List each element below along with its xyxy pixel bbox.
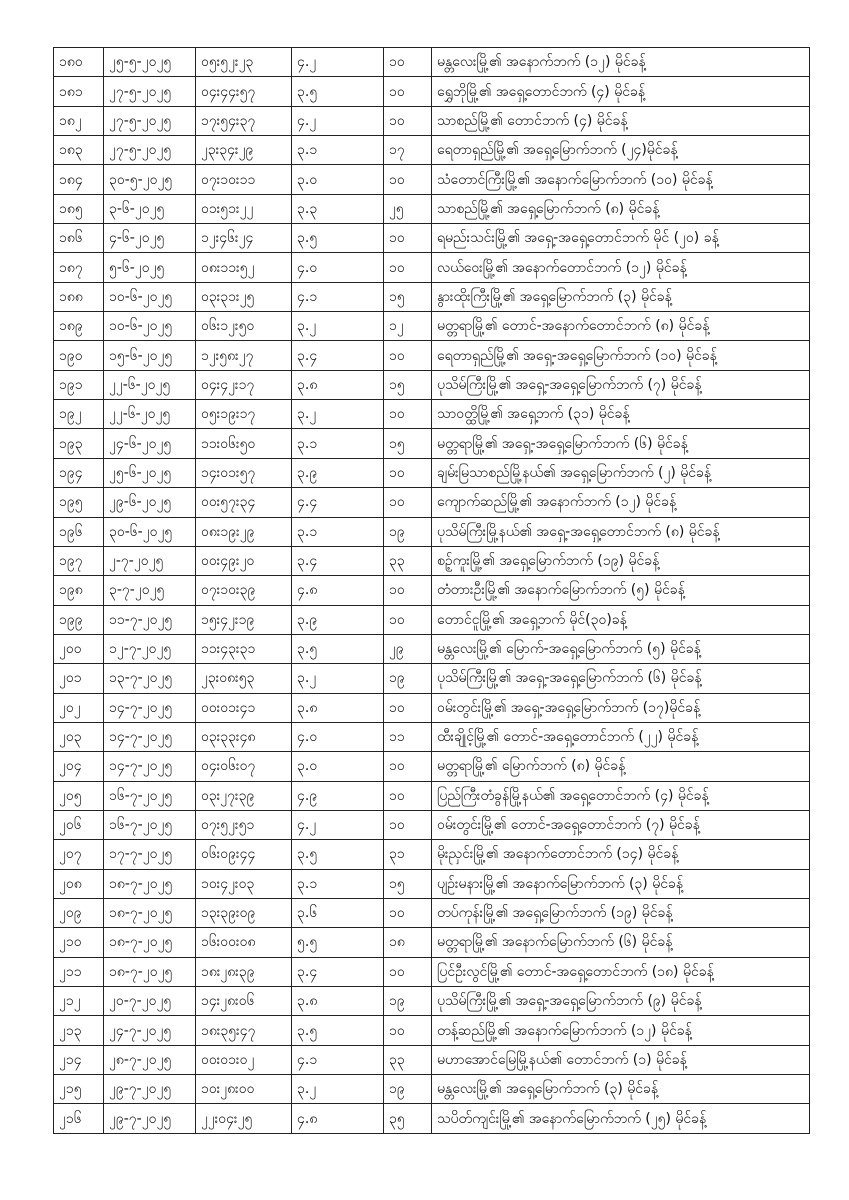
- cell-time: ၀၃း၃၁း၂၅: [196, 282, 292, 311]
- cell-depth: ၁၅: [384, 282, 432, 311]
- table-row: [54, 312, 810, 341]
- cell-depth: ၁၀: [384, 253, 432, 282]
- cell-magnitude: ၃.၅: [292, 840, 384, 869]
- table-row: [54, 224, 810, 253]
- cell-date: ၂-၇-၂၀၂၅: [104, 546, 196, 575]
- table-row: [54, 693, 810, 722]
- cell-date: ၂၈-၇-၂၀၂၅: [104, 1045, 196, 1074]
- cell-location: ပြင်ဦးလွင်မြို့၏ တောင်-အရှေ့တောင်ဘက် (၁၈) မိုင်ခန့်: [432, 957, 810, 986]
- cell-number: ၂၁၀: [54, 928, 104, 957]
- table-row: [54, 165, 810, 194]
- cell-location: တံတားဦးမြို့၏ အနောက်မြောက်ဘက် (၅) မိုင်ခန့်: [432, 576, 810, 605]
- cell-location: မတ္တရာမြို့၏ တောင်-အနောက်တောင်ဘက် (၈) မိုင်ခန့်: [432, 312, 810, 341]
- cell-depth: ၁၅: [384, 869, 432, 898]
- cell-time: ၀၄း၄၄း၅၇: [196, 77, 292, 106]
- cell-magnitude: ၃.၅: [292, 1016, 384, 1045]
- cell-time: ၁၀း၂၈း၀၀: [196, 1075, 292, 1104]
- cell-depth: ၁၀: [384, 77, 432, 106]
- cell-time: ၀၈း၁၉း၂၉: [196, 517, 292, 546]
- cell-magnitude: ၃.၁: [292, 517, 384, 546]
- table-row: [54, 400, 810, 429]
- cell-location: မဟာအောင်မြေမြို့နယ်၏ တောင်ဘက် (၁) မိုင်ခန့်: [432, 1045, 810, 1074]
- cell-date: ၂၉-၆-၂၀၂၅: [104, 488, 196, 517]
- table-row: [54, 546, 810, 575]
- table-row: [54, 781, 810, 810]
- table-row: [54, 341, 810, 370]
- table-row: [54, 458, 810, 487]
- cell-number: ၂၀၂: [54, 693, 104, 722]
- cell-number: ၁၉၅: [54, 488, 104, 517]
- cell-date: ၃၀-၆-၂၀၂၅: [104, 517, 196, 546]
- cell-depth: ၁၇: [384, 136, 432, 165]
- cell-magnitude: ၄.၉: [292, 781, 384, 810]
- cell-depth: ၁၀: [384, 781, 432, 810]
- cell-magnitude: ၄.၈: [292, 1104, 384, 1133]
- cell-depth: ၁၈: [384, 928, 432, 957]
- cell-location: မတ္တရာမြို့၏ မြောက်ဘက် (၈) မိုင်ခန့်: [432, 752, 810, 781]
- cell-number: ၂၁၅: [54, 1075, 104, 1104]
- cell-magnitude: ၃.၉: [292, 605, 384, 634]
- cell-depth: ၁၁: [384, 722, 432, 751]
- cell-number: ၁၈၇: [54, 253, 104, 282]
- cell-date: ၃၀-၅-၂၀၂၅: [104, 165, 196, 194]
- cell-magnitude: ၄.၂: [292, 810, 384, 839]
- cell-date: ၃-၆-၂၀၂၅: [104, 194, 196, 223]
- cell-time: ၁၄း၀၁း၅၇: [196, 458, 292, 487]
- cell-number: ၂၀၉: [54, 898, 104, 927]
- cell-magnitude: ၄.၀: [292, 253, 384, 282]
- cell-time: ၀၀း၀၁း၄၁: [196, 693, 292, 722]
- cell-time: ၁၄း၂၈း၀၆: [196, 987, 292, 1016]
- cell-location: သာစည်မြို့၏ အရှေ့မြောက်ဘက် (၈) မိုင်ခန့်: [432, 194, 810, 223]
- table-row: [54, 194, 810, 223]
- cell-time: ၂၃း၃၄း၂၉: [196, 136, 292, 165]
- cell-location: ချမ်းမြသာစည်မြို့နယ်၏ အရှေ့မြောက်ဘက် (၂) မိုင်ခန့်: [432, 458, 810, 487]
- cell-date: ၁၈-၇-၂၀၂၅: [104, 898, 196, 927]
- cell-magnitude: ၃.၉: [292, 458, 384, 487]
- cell-date: ၂၄-၆-၂၀၂၅: [104, 429, 196, 458]
- cell-depth: ၃၁: [384, 840, 432, 869]
- cell-number: ၂၀၈: [54, 869, 104, 898]
- cell-depth: ၁၀: [384, 898, 432, 927]
- cell-number: ၁၈၄: [54, 165, 104, 194]
- cell-date: ၁၅-၆-၂၀၂၅: [104, 341, 196, 370]
- cell-number: ၂၁၄: [54, 1045, 104, 1074]
- cell-time: ၁၈း၃၅း၄၇: [196, 1016, 292, 1045]
- cell-magnitude: ၃.၁: [292, 869, 384, 898]
- cell-number: ၂၁၆: [54, 1104, 104, 1133]
- cell-time: ၀၆း၁၂း၅၀: [196, 312, 292, 341]
- cell-magnitude: ၃.၀: [292, 752, 384, 781]
- cell-location: ပြည်ကြီးတံခွန်မြို့နယ်၏ အရှေ့တောင်ဘက် (၄) မိုင်ခန့်: [432, 781, 810, 810]
- cell-number: ၂၁၂: [54, 987, 104, 1016]
- cell-date: ၂၉-၇-၂၀၂၅: [104, 1075, 196, 1104]
- table-row: [54, 840, 810, 869]
- cell-number: ၁၉၄: [54, 458, 104, 487]
- cell-time: ၀၀း၄၉း၂၀: [196, 546, 292, 575]
- cell-depth: ၃၃: [384, 1045, 432, 1074]
- earthquake-table: [53, 47, 810, 1134]
- cell-magnitude: ၃.၅: [292, 224, 384, 253]
- cell-time: ၀၄း၀၆း၀၇: [196, 752, 292, 781]
- cell-magnitude: ၃.၅: [292, 77, 384, 106]
- cell-number: ၁၉၉: [54, 605, 104, 634]
- cell-date: ၁၈-၇-၂၀၂၅: [104, 957, 196, 986]
- cell-location: ရေတာရှည်မြို့၏ အရှေ့-အရှေ့မြောက်ဘက် (၁၀) မိုင်ခန့်: [432, 341, 810, 370]
- cell-magnitude: ၃.၂: [292, 312, 384, 341]
- cell-location: ရွှေဘိုမြို့၏ အရှေ့တောင်ဘက် (၄) မိုင်ခန့်: [432, 77, 810, 106]
- cell-date: ၄-၆-၂၀၂၅: [104, 224, 196, 253]
- table-row: [54, 957, 810, 986]
- cell-depth: ၁၉: [384, 517, 432, 546]
- cell-date: ၂၀-၇-၂၀၂၅: [104, 987, 196, 1016]
- table-row: [54, 1016, 810, 1045]
- cell-magnitude: ၃.၈: [292, 370, 384, 399]
- cell-location: မန္တလေးမြို့၏ အရှေ့မြောက်ဘက် (၃) မိုင်ခန့်: [432, 1075, 810, 1104]
- cell-number: ၁၉၈: [54, 576, 104, 605]
- cell-time: ၁၇း၅၄း၃၇: [196, 106, 292, 135]
- cell-date: ၂၄-၇-၂၀၂၅: [104, 1016, 196, 1045]
- cell-time: ၁၂း၅၈း၂၇: [196, 341, 292, 370]
- cell-number: ၁၈၂: [54, 106, 104, 135]
- cell-location: ပုသိမ်ကြီးမြို့၏ အရှေ့-အရှေ့မြောက်ဘက် (၇) မိုင်ခန့်: [432, 370, 810, 399]
- cell-depth: ၁၀: [384, 1016, 432, 1045]
- cell-number: ၂၀၅: [54, 781, 104, 810]
- cell-number: ၂၀၇: [54, 840, 104, 869]
- cell-depth: ၁၀: [384, 810, 432, 839]
- cell-time: ၀၀း၅၇း၃၄: [196, 488, 292, 517]
- cell-depth: ၁၅: [384, 429, 432, 458]
- table-row: [54, 136, 810, 165]
- cell-time: ၁၃း၃၉း၀၉: [196, 898, 292, 927]
- cell-magnitude: ၃.၈: [292, 987, 384, 1016]
- cell-time: ၁၈း၂၈း၃၉: [196, 957, 292, 986]
- table-row: [54, 106, 810, 135]
- cell-location: တပ်ကုန်းမြို့၏ အရှေ့မြောက်ဘက် (၁၉) မိုင်ခန့်: [432, 898, 810, 927]
- cell-location: ဝမ်းတွင်းမြို့၏ အရှေ့-အရှေ့မြောက်ဘက် (၁၇)မိုင်ခန့်: [432, 693, 810, 722]
- cell-magnitude: ၄.၁: [292, 282, 384, 311]
- table-row: [54, 928, 810, 957]
- cell-number: ၁၈၆: [54, 224, 104, 253]
- cell-depth: ၁၀: [384, 752, 432, 781]
- cell-location: ကျောက်ဆည်မြို့၏ အနောက်ဘက် (၁၂) မိုင်ခန့်: [432, 488, 810, 517]
- table-row: [54, 634, 810, 663]
- cell-number: ၁၉၁: [54, 370, 104, 399]
- cell-date: ၂၉-၇-၂၀၂၅: [104, 1104, 196, 1133]
- cell-date: ၂၅-၅-၂၀၂၅: [104, 48, 196, 77]
- cell-depth: ၁၀: [384, 957, 432, 986]
- table-row: [54, 664, 810, 693]
- cell-depth: ၃၃: [384, 546, 432, 575]
- cell-depth: ၁၀: [384, 165, 432, 194]
- table-row: [54, 488, 810, 517]
- cell-depth: ၃၅: [384, 1104, 432, 1133]
- cell-depth: ၁၀: [384, 576, 432, 605]
- cell-location: မန္တလေးမြို့၏ အနောက်ဘက် (၁၂) မိုင်ခန့်: [432, 48, 810, 77]
- cell-depth: ၁၀: [384, 224, 432, 253]
- cell-number: ၁၈၃: [54, 136, 104, 165]
- cell-time: ၁၅း၄၂း၁၉: [196, 605, 292, 634]
- cell-magnitude: ၃.၅: [292, 634, 384, 663]
- cell-time: ၀၃း၃၃း၄၈: [196, 722, 292, 751]
- cell-number: ၂၀၀: [54, 634, 104, 663]
- cell-date: ၂၇-၅-၂၀၂၅: [104, 77, 196, 106]
- cell-time: ၀၇း၁၀း၃၉: [196, 576, 292, 605]
- cell-magnitude: ၄.၂: [292, 48, 384, 77]
- cell-date: ၁၁-၇-၂၀၂၅: [104, 605, 196, 634]
- cell-time: ၀၄း၄၂း၁၇: [196, 370, 292, 399]
- cell-magnitude: ၃.၁: [292, 136, 384, 165]
- cell-number: ၁၈၀: [54, 48, 104, 77]
- cell-time: ၀၅း၅၂း၂၃: [196, 48, 292, 77]
- cell-time: ၀၇း၁၀း၁၁: [196, 165, 292, 194]
- table-row: [54, 1104, 810, 1133]
- cell-date: ၁၄-၇-၂၀၂၅: [104, 752, 196, 781]
- cell-time: ၂၃း၀၈း၅၃: [196, 664, 292, 693]
- cell-depth: ၂၅: [384, 194, 432, 223]
- cell-depth: ၁၀: [384, 693, 432, 722]
- table-row: [54, 429, 810, 458]
- table-row: [54, 869, 810, 898]
- cell-magnitude: ၄.၈: [292, 576, 384, 605]
- table-row: [54, 1075, 810, 1104]
- cell-date: ၂၇-၅-၂၀၂၅: [104, 106, 196, 135]
- cell-time: ၀၃း၂၇း၃၉: [196, 781, 292, 810]
- cell-location: တောင်ငူမြို့၏ အရှေ့ဘက် မိုင်(၃၀)ခန့်: [432, 605, 810, 634]
- cell-number: ၁၉၆: [54, 517, 104, 546]
- cell-date: ၁၄-၇-၂၀၂၅: [104, 693, 196, 722]
- cell-time: ၀၆း၀၉း၄၄: [196, 840, 292, 869]
- cell-depth: ၁၀: [384, 458, 432, 487]
- cell-location: မတ္တရာမြို့၏ အနောက်မြောက်ဘက် (၆) မိုင်ခန့်: [432, 928, 810, 957]
- table-row: [54, 253, 810, 282]
- cell-time: ၁၁း၀၆း၅၀: [196, 429, 292, 458]
- cell-location: မတ္တရာမြို့၏ အရှေ့-အရှေ့မြောက်ဘက် (၆) မိုင်ခန့်: [432, 429, 810, 458]
- document-page: [53, 47, 809, 1134]
- cell-number: ၂၁၃: [54, 1016, 104, 1045]
- cell-location: ရမည်းသင်းမြို့၏ အရှေ့-အရှေ့တောင်ဘက် မိုင် (၂၀) ခန့်: [432, 224, 810, 253]
- cell-location: စဉ့်ကူးမြို့၏ အရှေ့မြောက်ဘက် (၁၉) မိုင်ခန့်: [432, 546, 810, 575]
- table-row: [54, 517, 810, 546]
- cell-date: ၁၆-၇-၂၀၂၅: [104, 781, 196, 810]
- cell-date: ၁၀-၆-၂၀၂၅: [104, 312, 196, 341]
- cell-date: ၂၂-၆-၂၀၂၅: [104, 400, 196, 429]
- cell-magnitude: ၄.၁: [292, 1045, 384, 1074]
- cell-time: ၀၇း၅၂း၅၁: [196, 810, 292, 839]
- table-row: [54, 282, 810, 311]
- cell-time: ၁၆း၀၀း၀၈: [196, 928, 292, 957]
- cell-depth: ၁၀: [384, 605, 432, 634]
- cell-location: နွားထိုးကြီးမြို့၏ အရှေ့မြောက်ဘက် (၃) မိုင်ခန့်: [432, 282, 810, 311]
- cell-time: ၂၂း၀၄း၂၅: [196, 1104, 292, 1133]
- cell-number: ၂၀၁: [54, 664, 104, 693]
- cell-location: မန္တလေးမြို့၏ မြောက်-အရှေ့မြောက်ဘက် (၅) မိုင်ခန့်: [432, 634, 810, 663]
- cell-location: ပုသိမ်ကြီးမြို့နယ်၏ အရှေ့-အရှေ့တောင်ဘက် (၈) မိုင်ခန့်: [432, 517, 810, 546]
- cell-magnitude: ၃.၁: [292, 429, 384, 458]
- table-row: [54, 898, 810, 927]
- cell-depth: ၁၉: [384, 664, 432, 693]
- cell-number: ၁၈၈: [54, 282, 104, 311]
- cell-location: လယ်ဝေးမြို့၏ အနောက်တောင်ဘက် (၁၂) မိုင်ခန့်: [432, 253, 810, 282]
- cell-depth: ၁၅: [384, 370, 432, 399]
- cell-depth: ၁၀: [384, 488, 432, 517]
- cell-time: ၀၅း၁၉း၁၇: [196, 400, 292, 429]
- cell-magnitude: ၃.၃: [292, 194, 384, 223]
- cell-date: ၃-၇-၂၀၂၅: [104, 576, 196, 605]
- table-row: [54, 48, 810, 77]
- cell-magnitude: ၃.၄: [292, 957, 384, 986]
- cell-magnitude: ၄.၂: [292, 106, 384, 135]
- table-row: [54, 987, 810, 1016]
- cell-location: ရေတာရှည်မြို့၏ အရှေ့မြောက်ဘက် (၂၄)မိုင်ခန့်: [432, 136, 810, 165]
- cell-depth: ၁၂: [384, 312, 432, 341]
- cell-time: ၀၀း၀၁း၀၂: [196, 1045, 292, 1074]
- cell-magnitude: ၄.၀: [292, 722, 384, 751]
- cell-date: ၂၂-၆-၂၀၂၅: [104, 370, 196, 399]
- cell-location: တန့်ဆည်မြို့၏ အနောက်မြောက်ဘက် (၁၂) မိုင်ခန့်: [432, 1016, 810, 1045]
- cell-location: ထီးချိုင့်မြို့၏ တောင်-အရှေ့တောင်ဘက် (၂၂) မိုင်ခန့်: [432, 722, 810, 751]
- cell-magnitude: ၃.၄: [292, 546, 384, 575]
- cell-location: သံတောင်ကြီးမြို့၏ အနောက်မြောက်ဘက် (၁၀) မိုင်ခန့်: [432, 165, 810, 194]
- cell-magnitude: ၃.၂: [292, 664, 384, 693]
- cell-date: ၁၈-၇-၂၀၂၅: [104, 869, 196, 898]
- cell-magnitude: ၃.၀: [292, 165, 384, 194]
- table-row: [54, 810, 810, 839]
- table-row: [54, 370, 810, 399]
- cell-location: ပုသိမ်ကြီးမြို့၏ အရှေ့-အရှေ့မြောက်ဘက် (၉) မိုင်ခန့်: [432, 987, 810, 1016]
- cell-magnitude: ၃.၂: [292, 1075, 384, 1104]
- cell-magnitude: ၃.၄: [292, 341, 384, 370]
- cell-number: ၁၉၇: [54, 546, 104, 575]
- table-body: [54, 48, 810, 1134]
- cell-location: သပိတ်ကျင်းမြို့၏ အနောက်မြောက်ဘက် (၂၅) မိုင်ခန့်: [432, 1104, 810, 1133]
- cell-number: ၁၉၃: [54, 429, 104, 458]
- cell-time: ၁၀း၄၂း၀၃: [196, 869, 292, 898]
- cell-number: ၁၉၂: [54, 400, 104, 429]
- cell-location: မိုးညှင်းမြို့၏ အနောက်တောင်ဘက် (၁၄) မိုင်ခန့်: [432, 840, 810, 869]
- cell-number: ၂၀၆: [54, 810, 104, 839]
- table-row: [54, 722, 810, 751]
- cell-depth: ၁၀: [384, 400, 432, 429]
- cell-depth: ၁၀: [384, 341, 432, 370]
- cell-date: ၁၇-၇-၂၀၂၅: [104, 840, 196, 869]
- cell-location: ဝမ်းတွင်းမြို့၏ တောင်-အရှေ့တောင်ဘက် (၇) မိုင်ခန့်: [432, 810, 810, 839]
- cell-magnitude: ၅.၅: [292, 928, 384, 957]
- cell-time: ၀၁း၅၁း၂၂: [196, 194, 292, 223]
- cell-magnitude: ၃.၈: [292, 693, 384, 722]
- cell-time: ၁၂း၄၆း၂၄: [196, 224, 292, 253]
- cell-date: ၁၈-၇-၂၀၂၅: [104, 928, 196, 957]
- cell-date: ၁၄-၇-၂၀၂၅: [104, 722, 196, 751]
- table-row: [54, 605, 810, 634]
- cell-location: သာဝတ္ထိမြို့၏ အရှေ့ဘက် (၃၁) မိုင်ခန့်: [432, 400, 810, 429]
- cell-location: သာစည်မြို့၏ တောင်ဘက် (၄) မိုင်ခန့်: [432, 106, 810, 135]
- cell-number: ၁၈၅: [54, 194, 104, 223]
- cell-depth: ၁၉: [384, 987, 432, 1016]
- table-row: [54, 77, 810, 106]
- cell-time: ၀၈း၁၁း၅၂: [196, 253, 292, 282]
- cell-location: ပုသိမ်ကြီးမြို့၏ အရှေ့-အရှေ့မြောက်ဘက် (၆) မိုင်ခန့်: [432, 664, 810, 693]
- cell-date: ၂၇-၅-၂၀၂၅: [104, 136, 196, 165]
- cell-number: ၂၀၃: [54, 722, 104, 751]
- cell-date: ၁၂-၇-၂၀၂၅: [104, 634, 196, 663]
- cell-depth: ၂၉: [384, 634, 432, 663]
- cell-number: ၂၀၄: [54, 752, 104, 781]
- cell-number: ၁၉၀: [54, 341, 104, 370]
- cell-date: ၁၀-၆-၂၀၂၅: [104, 282, 196, 311]
- cell-magnitude: ၃.၂: [292, 400, 384, 429]
- cell-number: ၂၁၁: [54, 957, 104, 986]
- cell-depth: ၁၉: [384, 1075, 432, 1104]
- cell-date: ၂၅-၆-၂၀၂၅: [104, 458, 196, 487]
- cell-depth: ၁၀: [384, 48, 432, 77]
- cell-location: ပျဉ်းမနားမြို့၏ အနောက်မြောက်ဘက် (၃) မိုင်ခန့်: [432, 869, 810, 898]
- table-row: [54, 1045, 810, 1074]
- table-row: [54, 576, 810, 605]
- cell-date: ၁၆-၇-၂၀၂၅: [104, 810, 196, 839]
- cell-magnitude: ၃.၆: [292, 898, 384, 927]
- cell-date: ၁၃-၇-၂၀၂၅: [104, 664, 196, 693]
- cell-magnitude: ၄.၄: [292, 488, 384, 517]
- cell-number: ၁၈၉: [54, 312, 104, 341]
- cell-depth: ၁၀: [384, 106, 432, 135]
- cell-number: ၁၈၁: [54, 77, 104, 106]
- cell-date: ၅-၆-၂၀၂၅: [104, 253, 196, 282]
- cell-time: ၁၁း၄၃း၃၁: [196, 634, 292, 663]
- table-row: [54, 752, 810, 781]
